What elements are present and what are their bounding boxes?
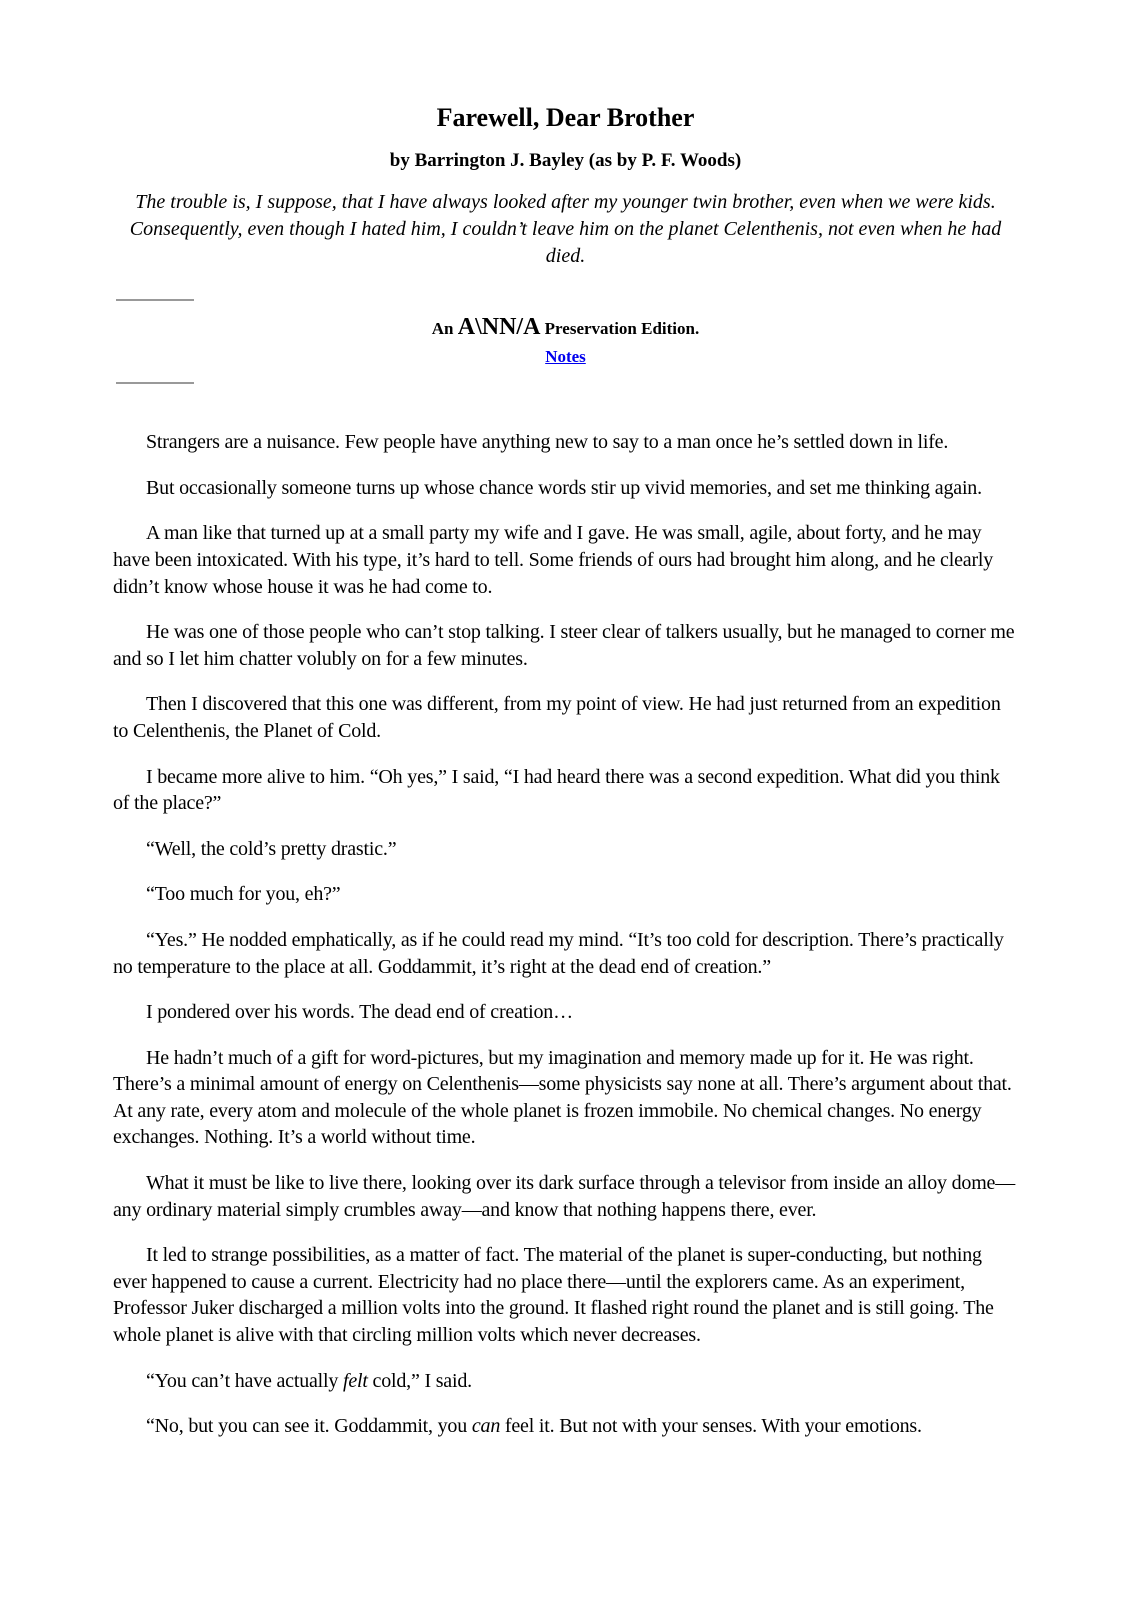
paragraph-text: “Well, the cold’s pretty drastic.” [146, 837, 397, 860]
story-paragraph [113, 429, 1018, 456]
paragraph-text: He was one of those people who can’t stop talking. I steer clear of talkers usually, but he managed to corner me and so I let him chatter volubly on for a few minutes. [113, 621, 1015, 670]
edition-brand: A\NN/A [457, 314, 541, 341]
paragraph-text: It led to strange possibilities, as a matter of fact. The material of the planet is super-conducting, but nothing ever happened to cause a current. Electricity had no place there—until the explorers came. As an experiment, Professor Juker discharged a million volts into the ground. It flashed right round the planet and is still going. The whole planet is alive with that circling million volts which never decreases. [113, 1244, 994, 1347]
paragraph-text: A man like that turned up at a small party my wife and I gave. He was small, agile, about forty, and he may have been intoxicated. With his type, it’s hard to tell. Some friends of ours had brought him along, and he clearly didn’t know whose house it was he had come to. [113, 522, 994, 598]
emphasis-text: can [471, 1415, 501, 1438]
separator-rule-top [116, 299, 194, 301]
story-paragraph [113, 619, 1018, 672]
paragraph-text: “Too much for you, eh?” [146, 883, 341, 906]
story-paragraph [113, 1045, 1018, 1151]
paragraph-text: feel it. But not with your senses. With your emotions. [500, 1415, 922, 1438]
paragraph-text: Strangers are a nuisance. Few people have anything new to say to a man once he’s settled down in life. [146, 431, 949, 454]
edition-prefix: An [431, 319, 454, 339]
separator-rule-bottom [116, 382, 194, 384]
story-paragraph [113, 1368, 1018, 1395]
paragraph-text: “No, but you can see it. Goddammit, you [146, 1415, 472, 1438]
paragraph-text: I became more alive to him. “Oh yes,” I said, “I had heard there was a second expedition. What did you think of the place?” [113, 765, 1000, 815]
story-paragraph [113, 836, 1018, 863]
story-paragraph [113, 520, 1018, 600]
notes-line [113, 346, 1018, 369]
story-paragraph [113, 1413, 1018, 1440]
story-byline: by Barrington J. Bayley (as by P. F. Woods) [389, 149, 742, 171]
paragraph-text: But occasionally someone turns up whose chance words stir up vivid memories, and set me thinking again. [146, 476, 982, 499]
paragraph-text: What it must be like to live there, looking over its dark surface through a televisor from inside an alloy dome—any ordinary material simply crumbles away—and know that nothing happens there, ever. [113, 1172, 1016, 1221]
notes-link[interactable]: Notes [545, 347, 586, 367]
story-paragraph [113, 1242, 1018, 1348]
edition-suffix: Preservation Edition. [544, 319, 700, 339]
story-body [113, 429, 1018, 1440]
story-paragraph [113, 999, 1018, 1026]
paragraph-text: “Yes.” He nodded emphatically, as if he could read my mind. “It’s too cold for description. There’s practically no temperature to the place at all. Goddammit, it’s right at the dead end of creation.” [113, 928, 1004, 978]
story-paragraph [113, 881, 1018, 908]
story-intro: The trouble is, I suppose, that I have always looked after my younger twin brother, even when we were kids. Consequently, even though I hated him, I couldn’t leave him on the planet Celenthenis, not even when he had died. [129, 190, 1002, 268]
emphasis-text: felt [342, 1369, 368, 1392]
paragraph-text: cold,” I said. [367, 1369, 472, 1392]
story-paragraph [113, 1170, 1018, 1223]
story-title: Farewell, Dear Brother [436, 103, 695, 132]
story-paragraph [113, 475, 1018, 502]
story-paragraph [113, 691, 1018, 744]
story-paragraph [113, 927, 1018, 980]
paragraph-text: Then I discovered that this one was different, from my point of view. He had just returned from an expedition to Celenthenis, the Planet of Cold. [113, 693, 1001, 742]
paragraph-text: “You can’t have actually [146, 1369, 343, 1392]
story-paragraph [113, 764, 1018, 817]
paragraph-text: I pondered over his words. The dead end of creation… [146, 1001, 573, 1024]
edition-line [113, 312, 1018, 343]
paragraph-text: He hadn’t much of a gift for word-pictures, but my imagination and memory made up for it. He was right. There’s a minimal amount of energy on Celenthenis—some physicists say none at all. There’s argument about that. At any rate, every atom and molecule of the whole planet is frozen immobile. No chemical changes. No energy exchanges. Nothing. It’s a world without time. [113, 1046, 1012, 1149]
